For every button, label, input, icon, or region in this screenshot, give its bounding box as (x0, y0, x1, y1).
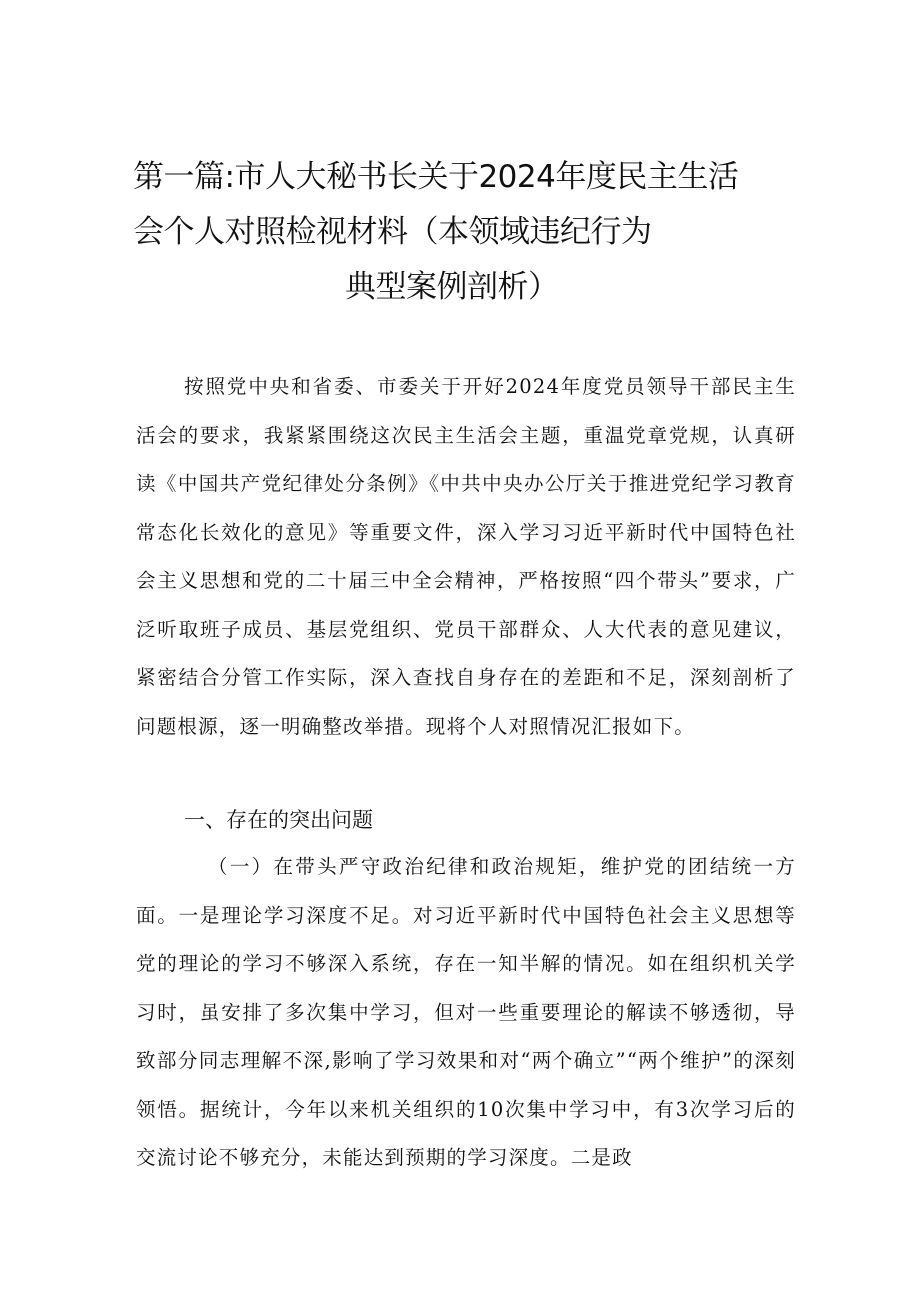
title-line-1: 第一篇:市人大秘书长关于2024年度民主生活 (133, 159, 739, 195)
document-title (133, 150, 793, 315)
body-paragraph: （一）在带头严守政治纪律和政治规矩，维护党的团结统一方面。一是理论学习深度不足。对习近平新时代中国特色社会主义思想等党的理论的学习不够深入系统，存在一知半解的情况。如在组织机关学习时，虽安排了多次集中学习，但对一些重要理论的解读不够透彻，导致部分同志理解不深,影响了学习效果和对“两个确立”“两个维护”的深刻领悟。据统计，今年以来机关组织的10次集中学习中，有3次学习后的交流讨论不够充分，未能达到预期的学习深度。二是政 (136, 855, 796, 1169)
intro-paragraph: 按照党中央和省委、市委关于开好2024年度党员领导干部民主生活会的要求，我紧紧围绕这次民主生活会主题，重温党章党规，认真研读《中国共产党纪律处分条例》《中共中央办公厅关于推进党纪学习教育常态化长效化的意见》等重要文件，深入学习习近平新时代中国特色社会主义思想和党的二十届三中全会精神，严格按照“四个带头”要求，广泛听取班子成员、基层党组织、党员干部群众、人大代表的意见建议，紧密结合分管工作实际，深入查找自身存在的差距和不足，深刻剖析了问题根源，逐一明确整改举措。现将个人对照情况汇报如下。 (136, 375, 796, 738)
section-heading: 一、存在的突出问题 (184, 808, 373, 832)
title-line-3: 典型案例剖析） (345, 269, 559, 305)
title-line-2: 会个人对照检视材料（本领域违纪行为 (133, 214, 652, 250)
